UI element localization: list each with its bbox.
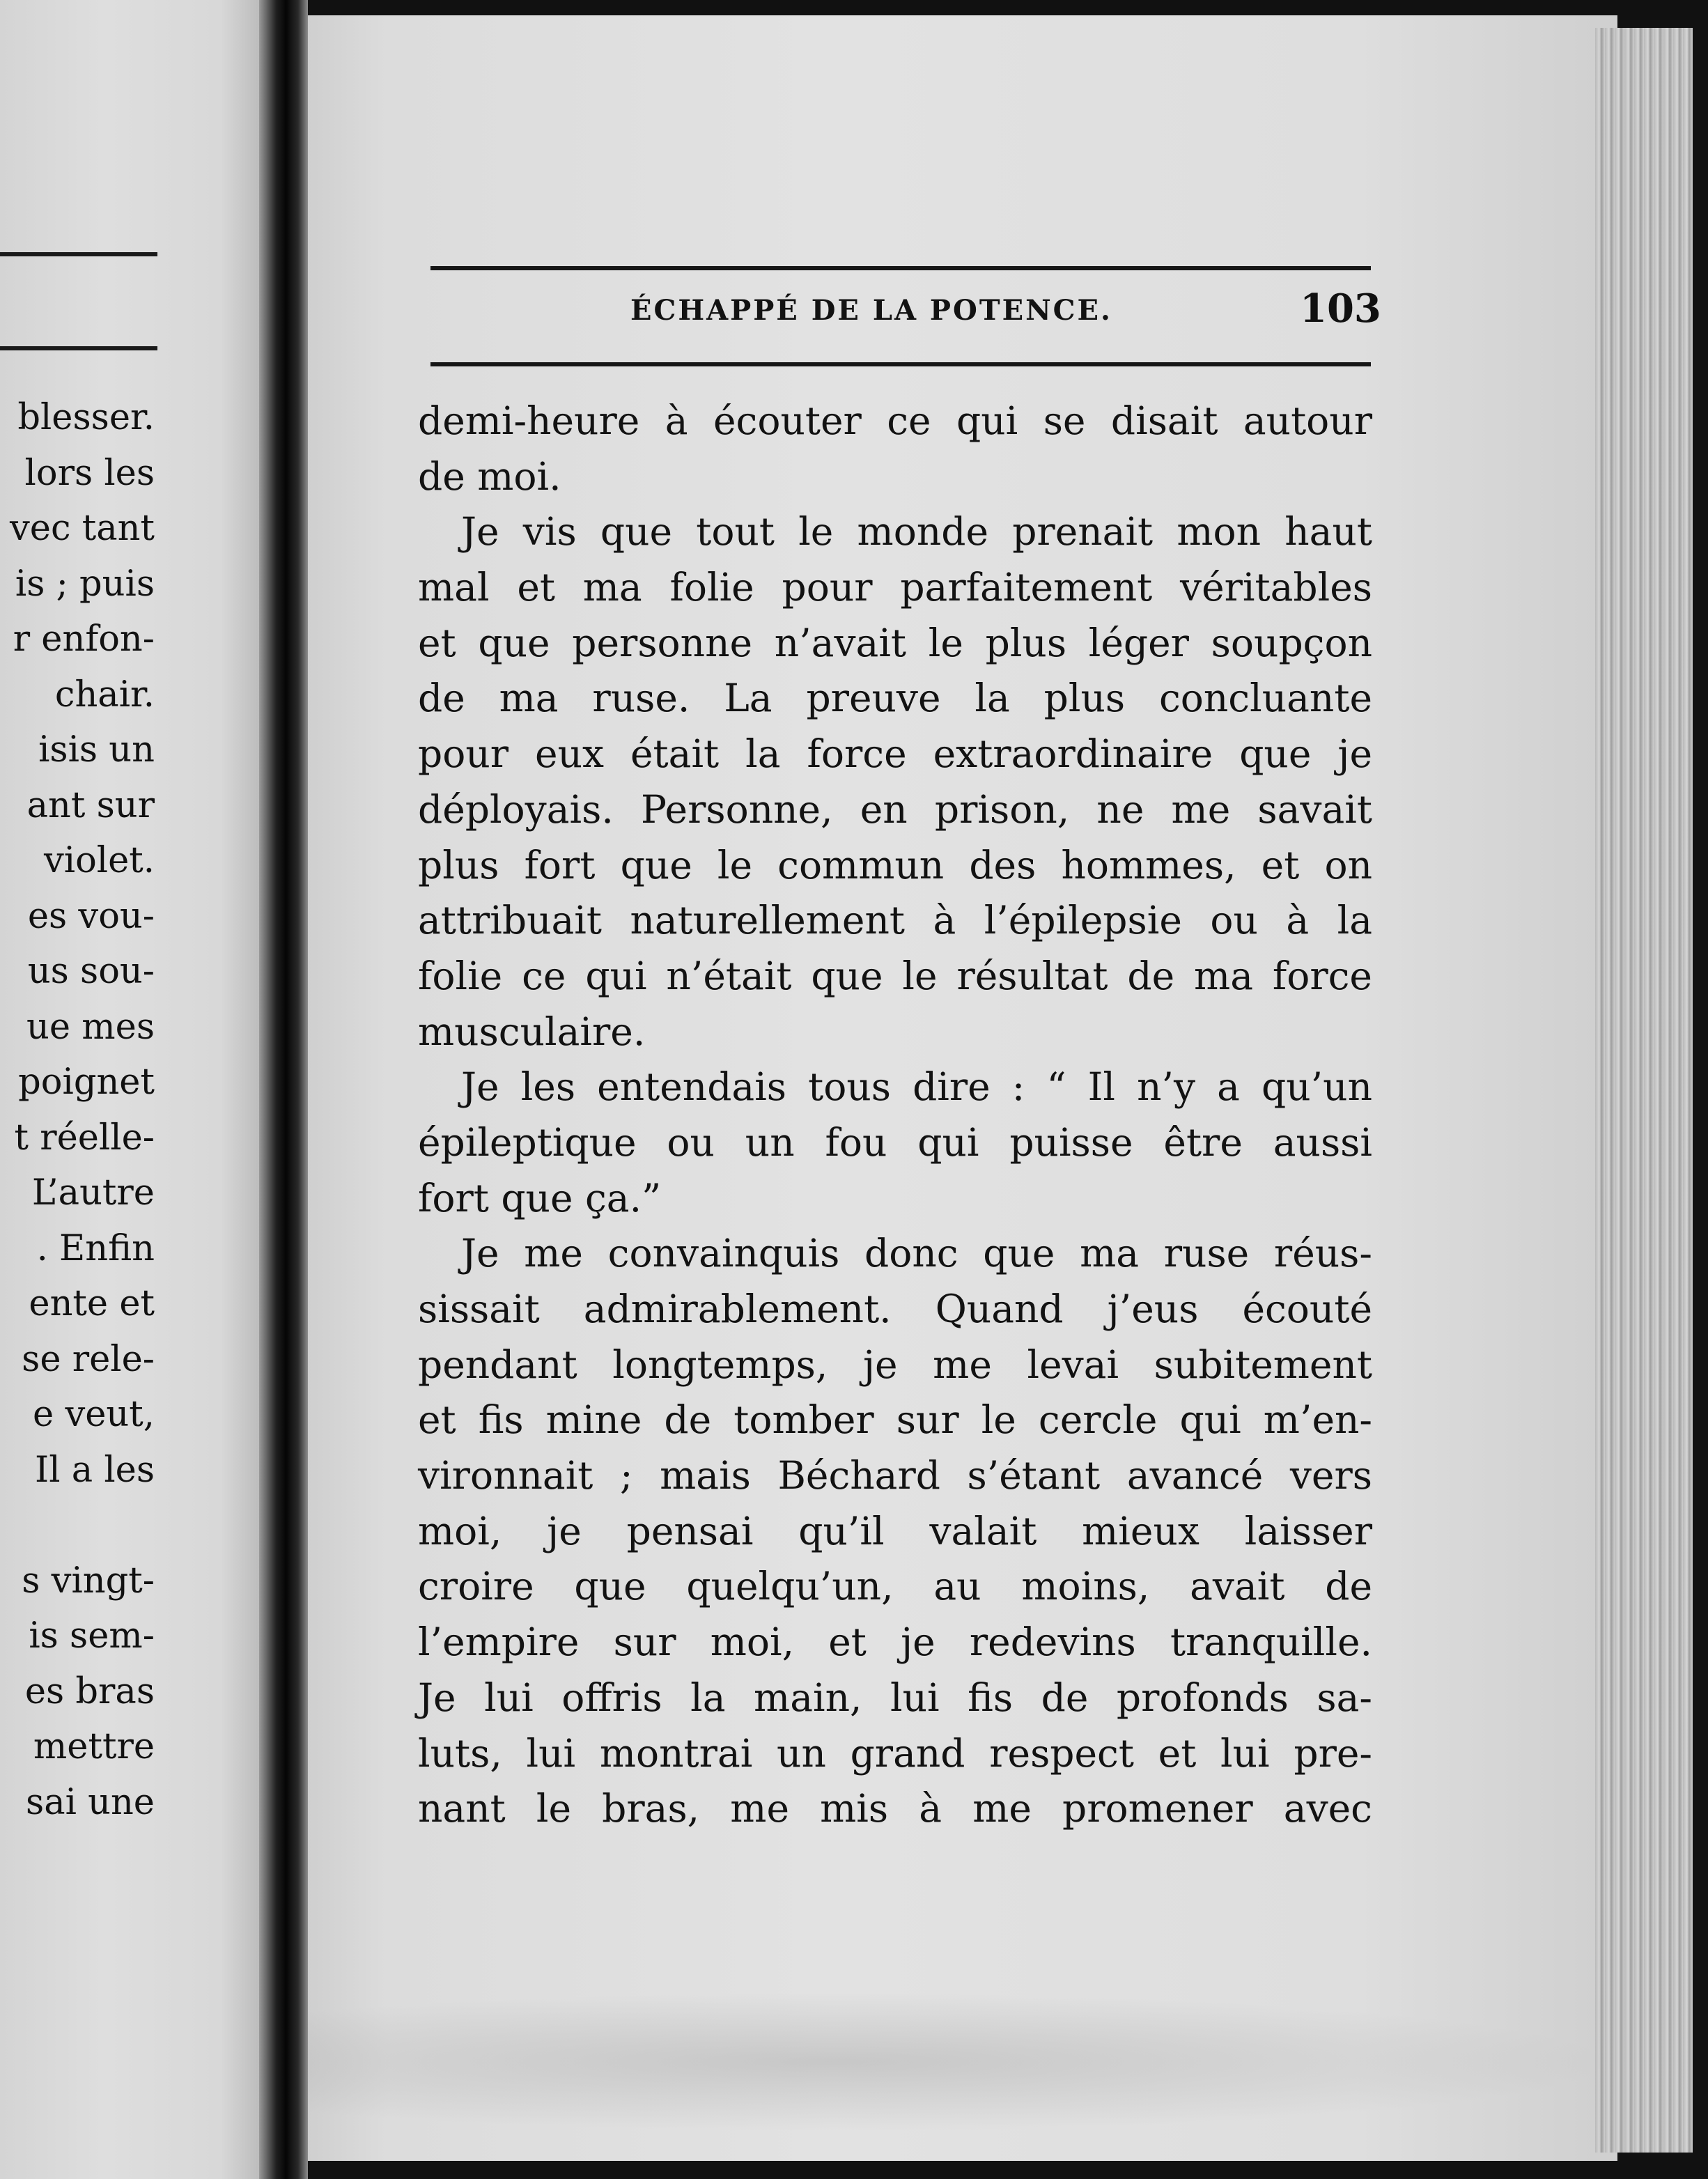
- text-line: pendant longtemps, je me levai subitement: [418, 1342, 1372, 1387]
- previous-page-line: chair.: [54, 674, 155, 715]
- previous-page-line: blesser.: [17, 397, 155, 438]
- previous-page-line: ente et: [29, 1283, 155, 1324]
- text-line: musculaire.: [418, 1009, 646, 1054]
- text-line: pour eux était la force extraordinaire que je: [418, 731, 1372, 777]
- previous-page-line: is sem-: [29, 1615, 155, 1657]
- text-line: l’empire sur moi, et je redevins tranquille.: [418, 1620, 1372, 1665]
- previous-page-line: mettre: [33, 1726, 155, 1767]
- text-line: mal et ma folie pour parfaitement véritables: [418, 565, 1372, 610]
- previous-page-header-rule-bottom: [0, 346, 157, 350]
- previous-page-line: lors les: [24, 452, 155, 494]
- text-line: moi, je pensai qu’il valait mieux laisser: [418, 1508, 1372, 1553]
- previous-page-line: se rele-: [22, 1338, 155, 1380]
- previous-page-line: us sou-: [27, 951, 155, 992]
- text-line: attribuait naturellement à l’épilepsie ou à la: [418, 898, 1372, 943]
- text-line: folie ce qui n’était que le résultat de ma force: [418, 953, 1372, 998]
- text-line: Je lui offris la main, lui fis de profonds sa-: [418, 1675, 1372, 1720]
- page-smudge: [308, 1992, 1617, 2132]
- previous-page-line: is ; puis: [15, 563, 155, 605]
- text-line: sissait admirablement. Quand j’eus écouté: [418, 1287, 1372, 1331]
- previous-page-line: . Enfin: [36, 1227, 155, 1269]
- previous-page-line: vec tant: [9, 508, 155, 549]
- body-text: [418, 394, 1372, 1837]
- previous-page-line: sai une: [26, 1781, 155, 1823]
- previous-page-fragment: [0, 0, 259, 2179]
- page-edges: [1595, 28, 1693, 2153]
- text-line: fort que ça.”: [418, 1175, 662, 1220]
- previous-page-line: es bras: [24, 1670, 155, 1712]
- text-line: croire que quelqu’un, au moins, avait de: [418, 1564, 1372, 1609]
- text-line: de moi.: [418, 453, 561, 499]
- text-line: et que personne n’avait le plus léger soupçon: [418, 620, 1372, 665]
- text-line: épileptique ou un fou qui puisse être aussi: [418, 1119, 1372, 1165]
- text-line: demi-heure à écouter ce qui se disait autour: [418, 398, 1372, 443]
- previous-page-line: Il a les: [35, 1449, 155, 1491]
- previous-page-text: [0, 390, 155, 1830]
- text-line: Je vis que tout le monde prenait mon haut: [461, 509, 1372, 555]
- text-line: Je me convainquis donc que ma ruse réus-: [461, 1231, 1372, 1276]
- previous-page-line: r enfon-: [13, 619, 155, 660]
- text-line: plus fort que le commun des hommes, et on: [418, 842, 1372, 887]
- header-rule-bottom: [430, 362, 1371, 366]
- running-title: ÉCHAPPÉ DE LA POTENCE.: [630, 294, 1112, 327]
- page-number: 103: [1300, 286, 1381, 332]
- text-line: déployais. Personne, en prison, ne me savait: [418, 786, 1372, 832]
- previous-page-line: e veut,: [33, 1394, 155, 1435]
- previous-page-line: poignet: [18, 1062, 155, 1103]
- header-rule-top: [430, 266, 1371, 270]
- text-line: luts, lui montrai un grand respect et lui pre-: [418, 1730, 1372, 1776]
- text-line: Je les entendais tous dire : “ Il n’y a qu’un: [461, 1064, 1372, 1110]
- previous-page-line: es vou-: [27, 895, 155, 937]
- book-gutter: [259, 0, 308, 2179]
- text-line: de ma ruse. La preuve la plus concluante: [418, 676, 1372, 721]
- previous-page-line: [0, 1498, 155, 1553]
- text-line: et fis mine de tomber sur le cercle qui m’en-: [418, 1397, 1372, 1443]
- previous-page-header-rule-top: [0, 252, 157, 256]
- previous-page-line: L’autre: [31, 1172, 155, 1213]
- previous-page-line: s vingt-: [22, 1560, 155, 1602]
- previous-page-line: ue mes: [26, 1006, 155, 1048]
- previous-page-line: isis un: [38, 729, 155, 770]
- text-line: nant le bras, me mis à me promener avec: [418, 1786, 1372, 1831]
- previous-page-line: violet.: [43, 840, 155, 881]
- previous-page-line: ant sur: [26, 784, 155, 826]
- previous-page-line: t réelle-: [14, 1117, 155, 1158]
- text-line: vironnait ; mais Béchard s’étant avancé vers: [418, 1453, 1372, 1498]
